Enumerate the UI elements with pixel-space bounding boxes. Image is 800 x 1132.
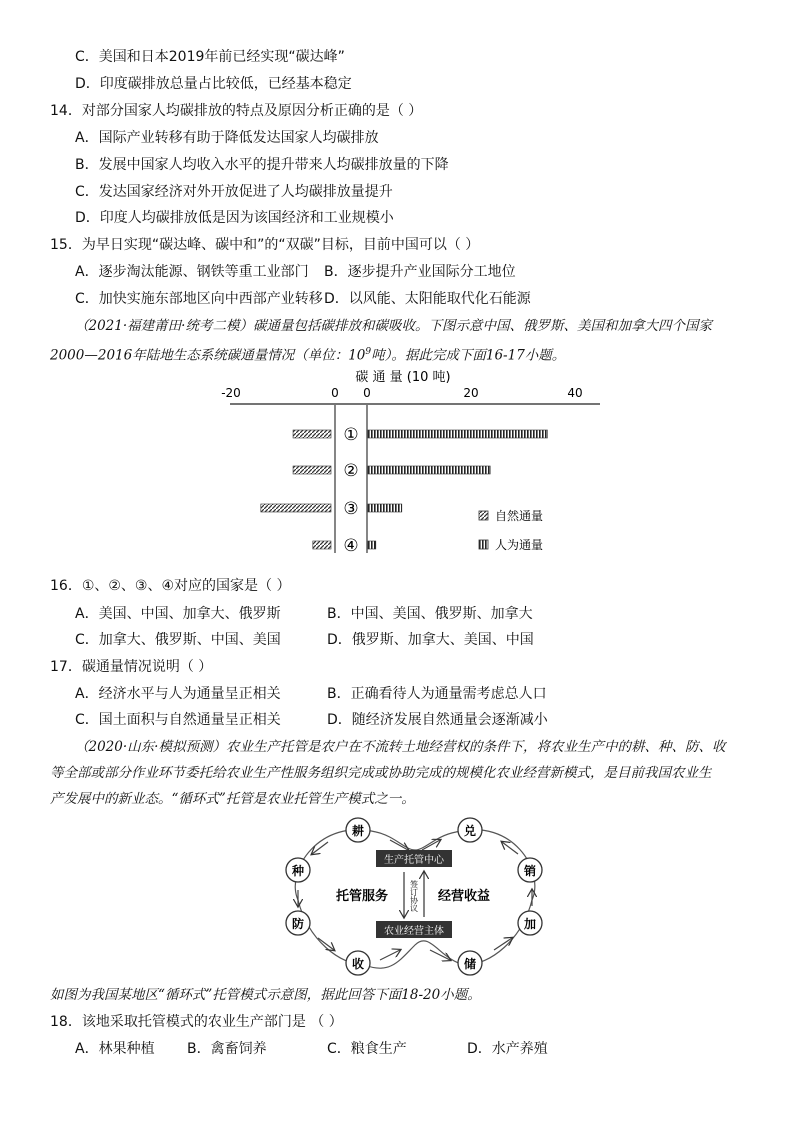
legend-swatch-human: [479, 540, 488, 549]
intro-16-17-line1: （2021·福建莆田·统考二模）碳通量包括碳排放和碳吸收。下图示意中国、俄罗斯、美国和加拿大四个国家: [75, 318, 712, 334]
arrow-plough-to-sow: [312, 842, 328, 854]
node-prevent: [286, 911, 310, 935]
q17-option-d: D．随经济发展自然通量会逐渐减小: [327, 712, 548, 728]
operating-income-label: 经营收益: [437, 889, 491, 904]
category-label: ②: [343, 461, 359, 481]
q16-option-a: A．美国、中国、加拿大、俄罗斯: [75, 606, 281, 622]
question-16-stem: 16．①、②、③、④对应的国家是（ ）: [50, 578, 291, 594]
q17-option-c: C．国土面积与自然通量呈正相关: [75, 712, 281, 728]
category-markers: [343, 425, 358, 556]
arrow-center-to-redeem: [422, 840, 440, 850]
q16-option-d: D．俄罗斯、加拿大、美国、中国: [327, 632, 534, 648]
bar-human-flux: [368, 430, 547, 438]
q18-option-d: D．水产养殖: [467, 1041, 548, 1057]
option-d-prev: D．印度碳排放总量占比较低，已经基本稳定: [75, 76, 352, 92]
contract-label: 签订协议: [409, 880, 419, 912]
intro-18-20-line1: （2020·山东·模拟预测）农业生产托管是农户在不流转土地经营权的条件下，将农业生产中的耕、种、防、收: [75, 739, 726, 755]
arrow-sell-to-redeem: [502, 842, 518, 854]
intro-18-20-line2: 等全部或部分作业环节委托给农业生产性服务组织完成或协助完成的规模化农业经营新模式，是目前我国农业生: [50, 765, 712, 781]
question-18-stem: 18．该地采取托管模式的农业生产部门是 （ ）: [50, 1014, 343, 1030]
bar-natural-flux: [293, 466, 331, 474]
chart-bars: [261, 430, 548, 549]
trust-service-label: 托管服务: [335, 889, 389, 904]
intro-16-17-line2: [50, 342, 565, 366]
node-process-label: 加: [523, 917, 537, 931]
node-process: [518, 911, 542, 935]
x-tick-label: -20: [221, 386, 241, 400]
arrow-plough-to-center: [390, 840, 408, 850]
node-redeem-label: 兑: [463, 824, 477, 838]
chart-legend: [479, 509, 543, 552]
option-c-prev: C．美国和日本2019年前已经实现“碳达峰”: [75, 49, 345, 65]
cyclic-trusteeship-diagram: [280, 810, 550, 980]
agri-operator-label: 农业经营主体: [384, 926, 444, 937]
legend-label-natural: 自然通量: [495, 509, 544, 523]
bar-human-flux: [368, 504, 402, 512]
q18-option-a: A．林果种植: [75, 1041, 155, 1057]
intro-diagram-caption: 如图为我国某地区“循环式”托管模式示意图，据此回答下面18-20小题。: [50, 987, 481, 1003]
node-sell: [518, 858, 542, 882]
category-label: ④: [343, 536, 359, 556]
legend-swatch-natural: [479, 511, 488, 520]
node-store: [458, 951, 482, 975]
category-label: ③: [343, 499, 359, 519]
bar-human-flux: [368, 541, 376, 549]
node-sow-label: 种: [291, 864, 305, 878]
q18-option-b: B．禽畜饲养: [187, 1041, 267, 1057]
node-sell-label: 销: [523, 864, 537, 878]
x-tick-label: 20: [463, 386, 479, 400]
q16-option-b: B．中国、美国、俄罗斯、加拿大: [327, 606, 533, 622]
question-17-stem: 17．碳通量情况说明（ ）: [50, 659, 213, 675]
q16-option-c: C．加拿大、俄罗斯、中国、美国: [75, 632, 281, 648]
question-15-stem: 15．为早日实现“碳达峰、碳中和”的“双碳”目标，目前中国可以（ ）: [50, 237, 480, 253]
x-tick-label: 40: [567, 386, 583, 400]
node-plough: [346, 818, 370, 842]
q15-option-a: A．逐步淘汰能源、钢铁等重工业部门: [75, 264, 309, 280]
carbon-flux-chart: [200, 365, 620, 565]
question-14-stem: 14．对部分国家人均碳排放的特点及原因分析正确的是（ ）: [50, 103, 423, 119]
x-tick-label: 0: [363, 386, 371, 400]
bar-natural-flux: [261, 504, 331, 512]
arrow-center-to-store: [430, 950, 450, 960]
category-label: ①: [343, 425, 359, 445]
intro-16-17-text-a: 2000—2016年陆地生态系统碳通量情况（单位：10: [50, 347, 366, 364]
x-tick-label: 0: [331, 386, 339, 400]
node-harvest: [346, 951, 370, 975]
node-prevent-label: 防: [291, 917, 305, 931]
intro-16-17-text-b: 吨）。据此完成下面16-17小题。: [371, 347, 566, 364]
q15-option-b: B．逐步提升产业国际分工地位: [324, 264, 516, 280]
q14-option-d: D．印度人均碳排放低是因为该国经济和工业规模小: [75, 210, 394, 226]
x-axis-ticks: [221, 386, 582, 400]
q14-option-c: C．发达国家经济对外开放促进了人均碳排放量提升: [75, 184, 393, 200]
production-trust-center-label: 生产托管中心: [384, 855, 444, 866]
node-plough-label: 耕: [351, 824, 365, 838]
bar-human-flux: [368, 466, 490, 474]
legend-label-human: 人为通量: [495, 538, 544, 552]
node-harvest-label: 收: [351, 957, 365, 971]
intro-18-20-line3: 产发展中的新业态。“循环式”托管是农业托管生产模式之一。: [50, 791, 415, 807]
intro-16-17-superscript: 9: [365, 347, 372, 357]
bar-natural-flux: [293, 430, 331, 438]
node-sow: [286, 858, 310, 882]
node-redeem: [458, 818, 482, 842]
top-connector-path: [376, 832, 456, 850]
q15-option-c: C．加快实施东部地区向中西部产业转移: [75, 291, 323, 307]
q17-option-b: B．正确看待人为通量需考虑总人口: [327, 686, 547, 702]
q17-option-a: A．经济水平与人为通量呈正相关: [75, 686, 281, 702]
q15-option-d: D．以风能、太阳能取代化石能源: [324, 291, 531, 307]
q18-option-c: C．粮食生产: [327, 1041, 407, 1057]
chart-title: 碳 通 量 (10 吨): [355, 370, 451, 385]
bar-natural-flux: [313, 541, 331, 549]
q14-option-b: B．发展中国家人均收入水平的提升带来人均碳排放量的下降: [75, 157, 449, 173]
arrow-harvest-to-center: [380, 950, 400, 960]
q14-option-a: A．国际产业转移有助于降低发达国家人均碳排放: [75, 130, 379, 146]
node-store-label: 储: [463, 957, 477, 971]
bottom-connector-path: [365, 941, 465, 968]
